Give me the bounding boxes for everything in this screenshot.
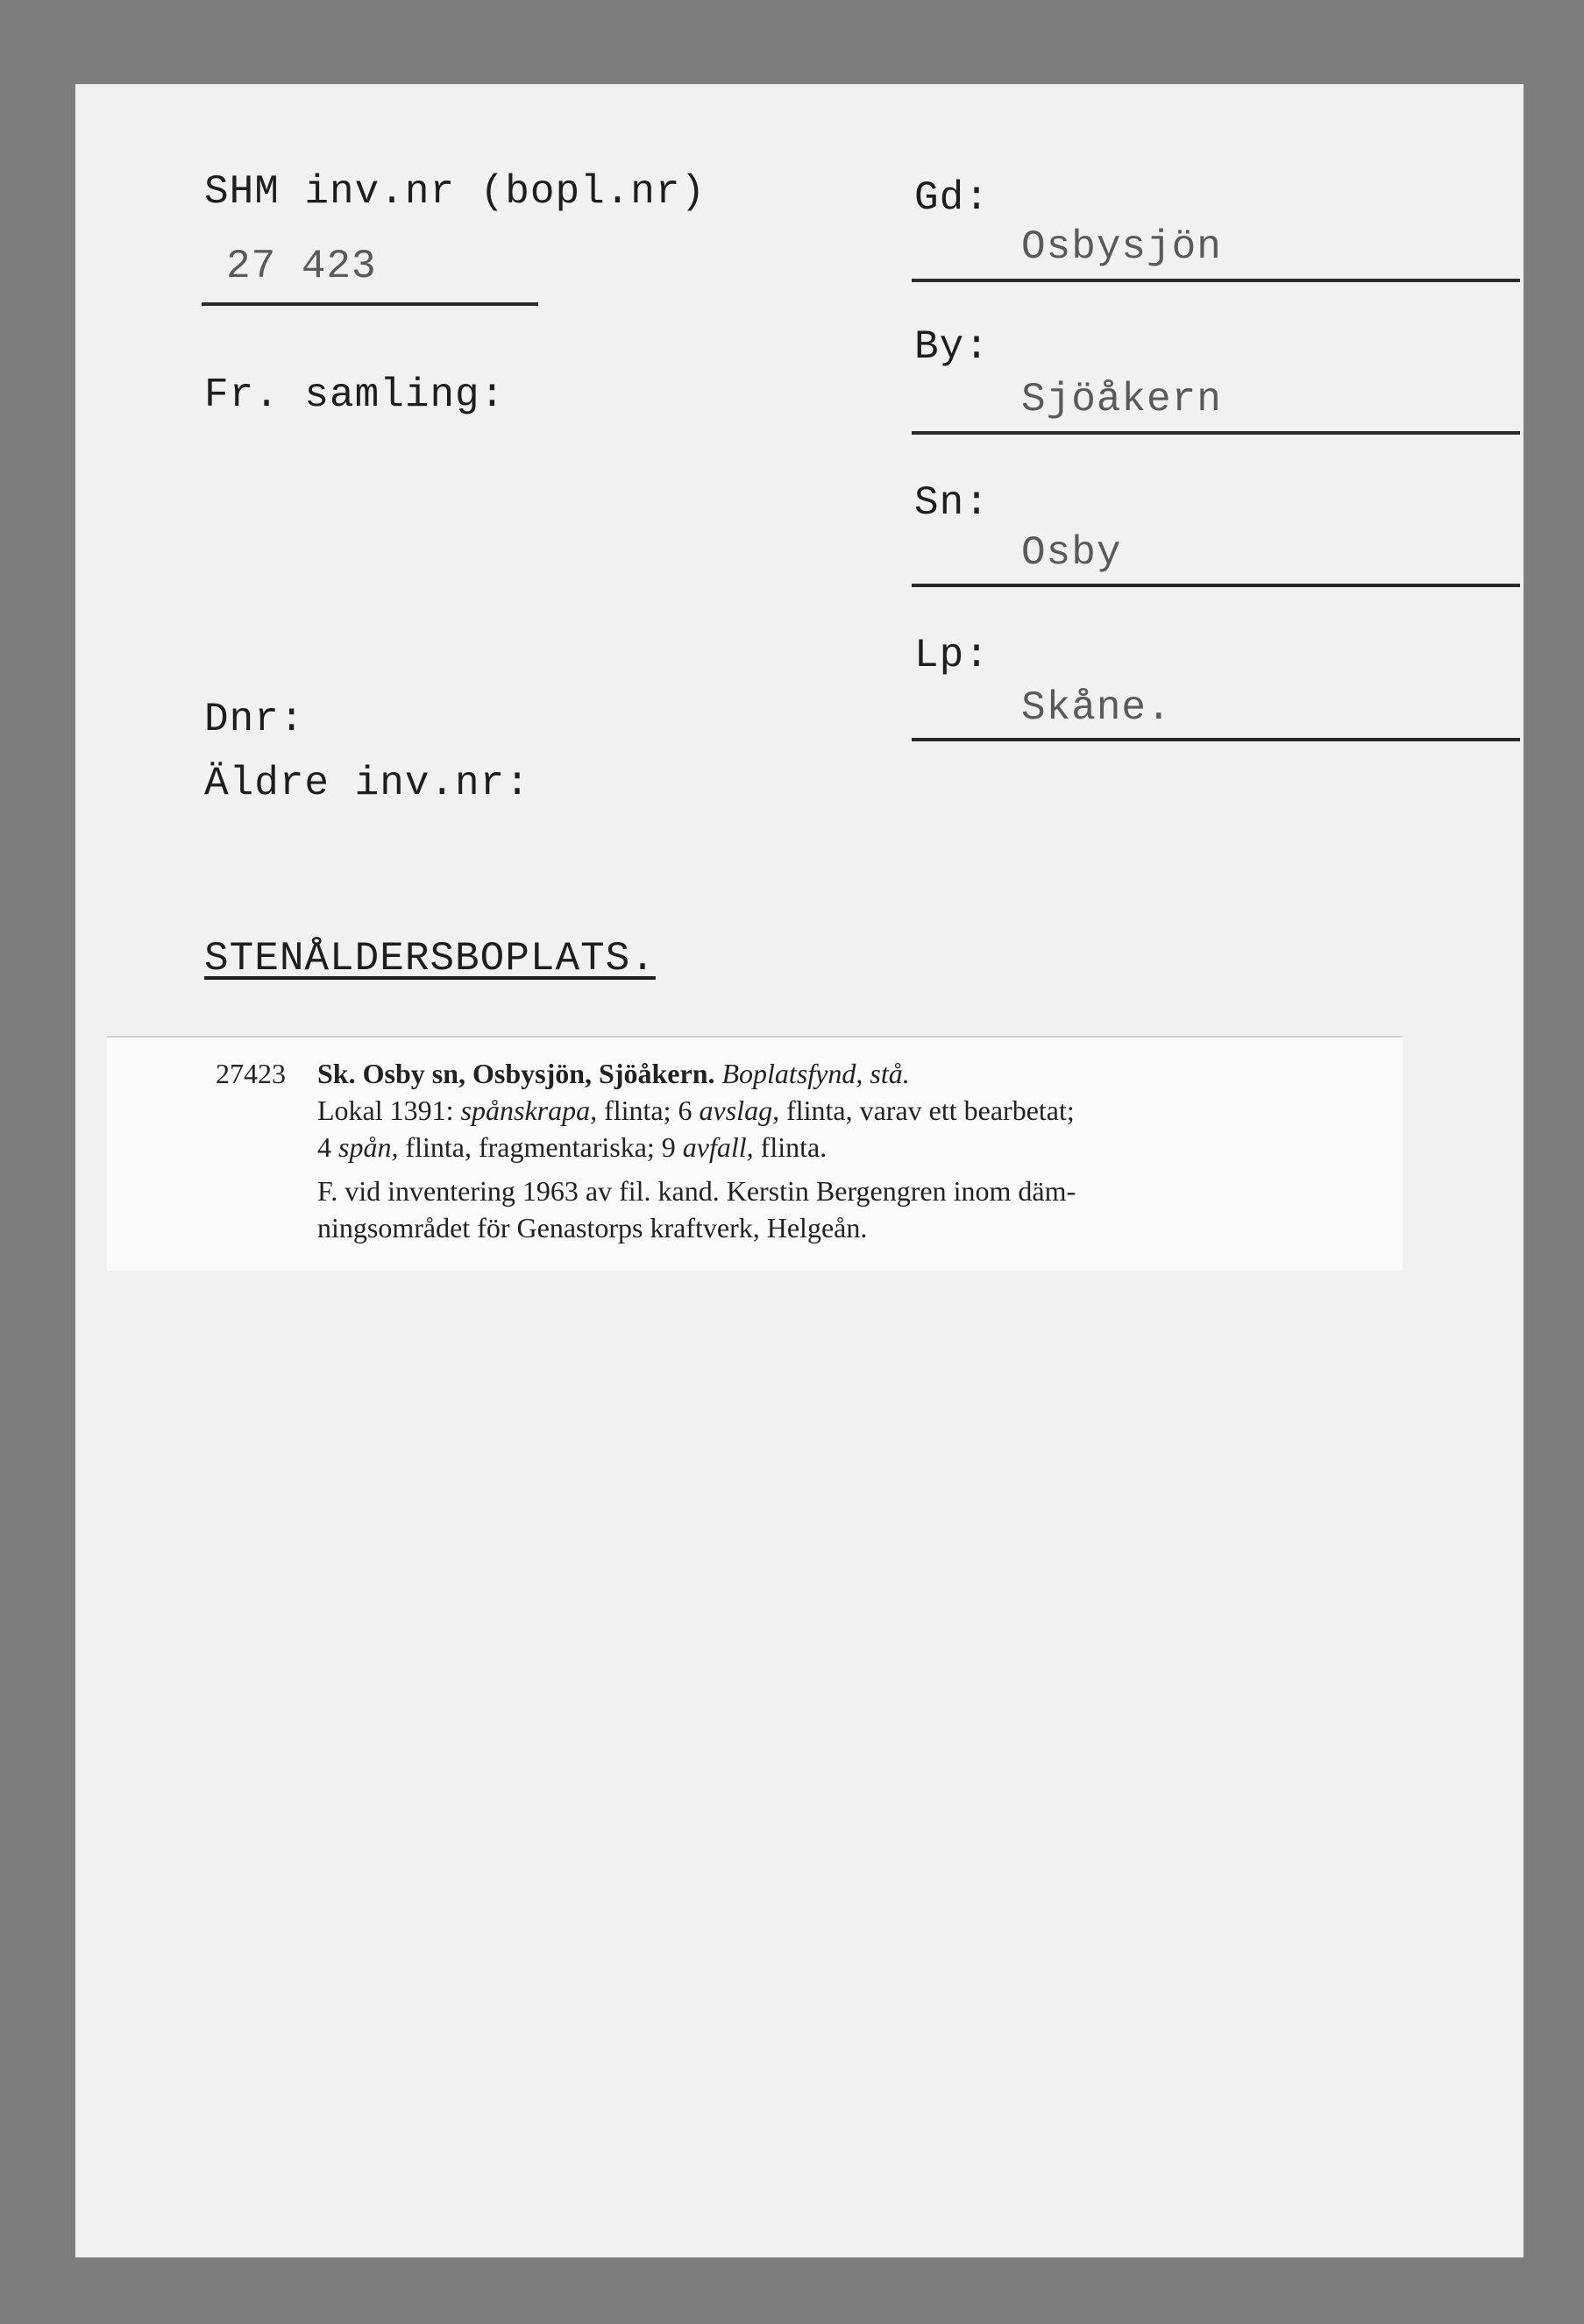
clipping-location: Sk. Osby sn, Osbysjön, Sjöåkern. xyxy=(317,1058,715,1089)
text-span: flinta; 6 xyxy=(597,1095,700,1126)
inv-label: SHM inv.nr (bopl.nr) xyxy=(204,169,707,215)
clipping-line-1 xyxy=(317,1057,910,1090)
by-label: By: xyxy=(914,324,990,370)
clipping-line-3 xyxy=(317,1130,827,1164)
gd-value: Osbysjön xyxy=(1021,224,1222,270)
text-span: spån, xyxy=(338,1131,399,1163)
lp-label: Lp: xyxy=(914,633,990,678)
clipping-line-5: ningsområdet för Genastorps kraftverk, Helgeån. xyxy=(317,1212,868,1243)
category-heading: STENÅLDERSBOPLATS. xyxy=(204,936,656,981)
text-span: 4 xyxy=(317,1131,338,1163)
sn-value: Osby xyxy=(1021,530,1122,576)
clipping-type: Boplatsfynd, stå. xyxy=(721,1058,910,1089)
gd-label: Gd: xyxy=(914,175,990,221)
inv-underline xyxy=(202,302,538,306)
text-span: flinta, varav ett bearbetat; xyxy=(779,1095,1075,1126)
dnr-label: Dnr: xyxy=(204,697,305,742)
lp-value: Skåne. xyxy=(1021,685,1172,731)
lp-rule xyxy=(912,738,1520,741)
aldre-inv-label: Äldre inv.nr: xyxy=(204,761,530,806)
text-span: flinta, fragmentariska; 9 xyxy=(398,1131,683,1163)
by-value: Sjöåkern xyxy=(1021,377,1222,422)
text-span: spånskrapa, xyxy=(460,1095,598,1126)
by-rule xyxy=(912,431,1520,435)
text-span: avfall, xyxy=(682,1131,754,1163)
fr-samling-label: Fr. samling: xyxy=(204,372,506,418)
gd-rule xyxy=(912,279,1520,282)
clipping-number: 27423 xyxy=(216,1058,286,1089)
text-span: avslag, xyxy=(699,1095,780,1126)
text-span: flinta. xyxy=(753,1131,828,1163)
clipping-line-2 xyxy=(317,1094,1075,1127)
clipping-line-4: F. vid inventering 1963 av fil. kand. Kerstin Bergengren inom däm- xyxy=(317,1175,1076,1207)
inv-value: 27 423 xyxy=(226,244,377,289)
text-span: Lokal 1391: xyxy=(317,1095,461,1126)
sn-label: Sn: xyxy=(914,480,990,526)
sn-rule xyxy=(912,584,1520,587)
